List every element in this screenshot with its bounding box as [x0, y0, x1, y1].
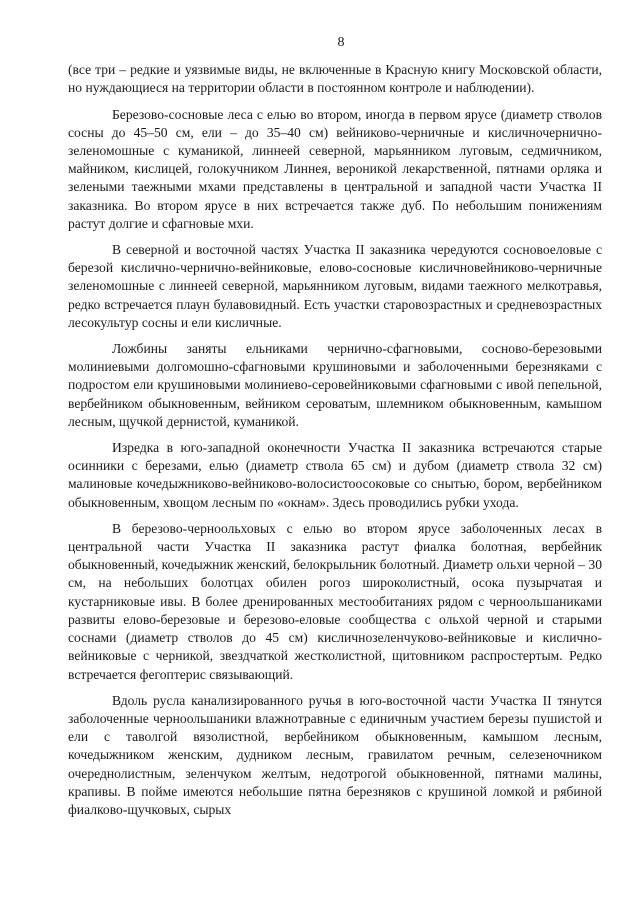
- paragraph-southwest-aspen: Изредка в юго-западной оконечности Участка II заказника встречаются старые осинники с березами, елью (диаметр ствола 65 см) и дубом (диаметр ствола 32 см) малиновые кочедыжниково-вейниково-волосистоосоковые со снытью, бором, вербейником обыкновенным, хвощом лесным по «окнам». Здесь проводились рубки ухода.: [68, 440, 602, 510]
- document-body: [68, 61, 602, 819]
- paragraph-hollows: Ложбины заняты ельниками чернично-сфагновыми, сосново-березовыми молиниевыми долгомошно-сфагновыми крушиновыми и заболоченными березняками с подростом ели крушиновыми молиниево-серовейниковыми сфагновыми с ивой пепельной, вербейником обыкновенным, вейником сероватым, шлемником обыкновенным, камышом лесным, щучкой дернистой, куманикой.: [68, 341, 602, 429]
- paragraph-stream-bed: Вдоль русла канализированного ручья в юго-восточной части Участка II тянутся заболоченные черноольшаники влажнотравные с единичным участием березы пушистой и ели с таволгой вязолистной, вербейником обыкновенным, камышом лесным, кочедыжником женским, дудником лесным, гравилатом речным, селезеночником очереднолистным, зеленчуком желтым, недотрогой обыкновенной, пятнами малины, крапивы. В пойме имеются небольшие пятна березняков с крушиной ломкой и рябиной фиалково-щучковых, сырых: [68, 692, 602, 817]
- paragraph-black-alder-forests: В березово-черноольховых с елью во втором ярусе заболоченных лесах в центральной части Участка II заказника растут фиалка болотная, вербейник обыкновенный, кочедыжник женский, белокрыльник болотный. Диаметр ольхи черной – 30 см, на небольших болотцах обилен рогоз широколистный, осока пузырчатая и кустарниковые ивы. В более дренированных местообитаниях рядом с черноольшаниками развиты елово-березовые и березово-еловые сообщества с ольхой черной и старыми соснами (диаметр стволов до 45 см) кисличнозеленчуково-вейниковые и кислично-вейниковые с черникой, звездчаткой жестколистной, щитовником распростертым. Редко встречается фегоптерис связывающий.: [68, 520, 602, 682]
- paragraph-continuation: (все три – редкие и уязвимые виды, не включенные в Красную книгу Московской области, но нуждающиеся на территории области в постоянном контроле и наблюдении).: [68, 62, 602, 96]
- paragraph-birch-pine-forests: Березово-сосновые леса с елью во втором, иногда в первом ярусе (диаметр стволов сосны до 45–50 см, ели – до 35–40 см) вейниково-черничные и кисличночернично-зеленомошные с куманикой, линнеей северной, марьянником луговым, седмичником, майником, кислицей, голокучником Линнея, вероникой лекарственной, пятнами орляка и зелеными таежными мхами представлены в центральной и западной части Участка II заказника. Во втором ярусе в них встречается также дуб. По небольшим понижениям растут долгие и сфагновые мхи.: [68, 106, 602, 231]
- page-number: 8: [337, 35, 345, 50]
- paragraph-northern-eastern-parts: В северной и восточной частях Участка II заказника чередуются сосновоеловые с березой кислично-чернично-вейниковые, елово-сосновые кисличновейниково-черничные зеленомошные с линнеей северной, марьянником луговым, видами таежного мелкотравья, редко встречается плаун булавовидный. Есть участки старовозрастных и средневозрастных лесокультур сосны и ели кисличные.: [68, 242, 602, 330]
